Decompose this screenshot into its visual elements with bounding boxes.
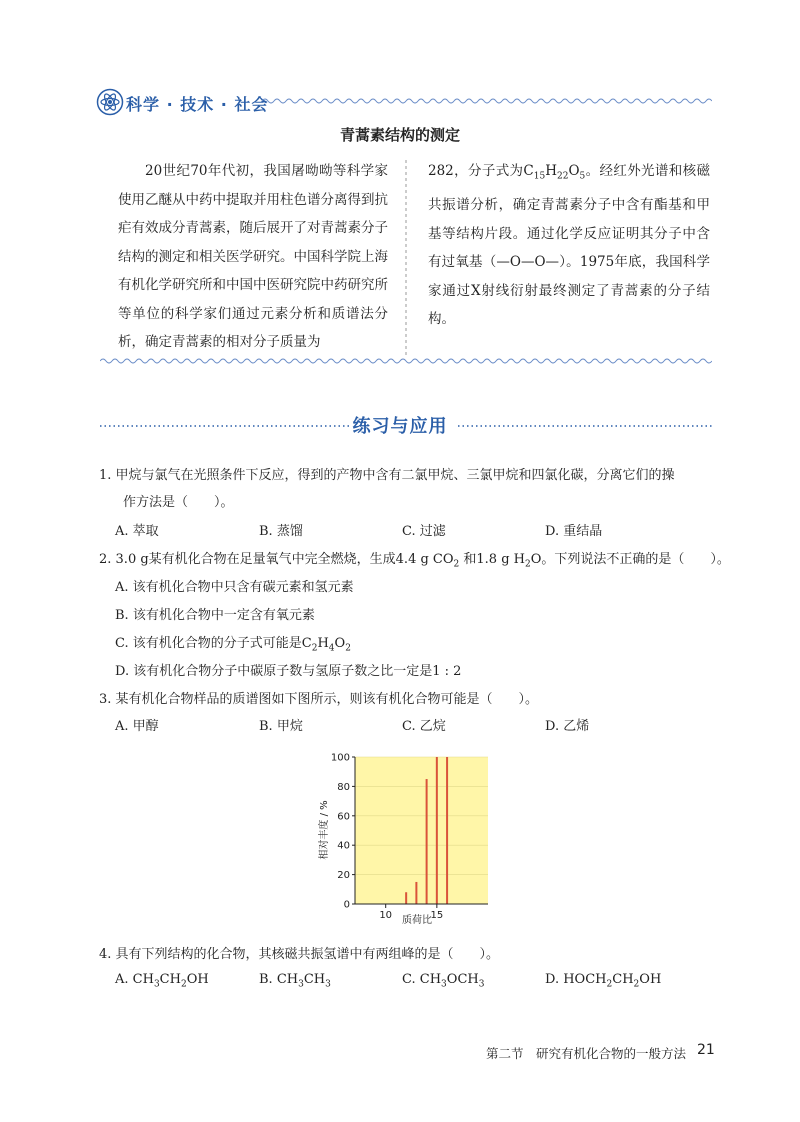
spectrum-peak-bar	[415, 882, 417, 904]
footer-section-label: 第二节 研究有机化合物的一般方法	[486, 1046, 687, 1061]
article-left-text: 20世纪70年代初，我国屠呦呦等科学家使用乙醚从中药中提取并用柱色谱分离得到抗疟有效成分青蒿素，随后展开了对青蒿素分子结构的测定和相关医学研究。中国科学院上海有机化学研究所和中国中医研究院中药研究所等单位的科学家们通过元素分析和质谱法分析，确定青蒿素的相对分子质量为	[118, 163, 388, 350]
exercise-section-title: 练习与应用	[352, 416, 448, 437]
question-1-option-a: A. 萃取	[115, 524, 159, 539]
question-1-option-d: D. 重结晶	[545, 524, 603, 539]
chart-y-label: 相对丰度 / %	[319, 800, 330, 860]
y-tick-label: 60	[337, 811, 350, 823]
column-divider	[405, 160, 407, 356]
spectrum-peak-bar	[426, 779, 428, 904]
chart-plot-area	[355, 757, 488, 904]
question-1-line-1: 1. 甲烷与氯气在光照条件下反应，得到的产物中含有二氯甲烷、三氯甲烷和四氯化碳，分离它们的操	[99, 468, 675, 483]
question-3-stem: 3. 某有机化合物样品的质谱图如下图所示，则该有机化合物可能是（ ）。	[99, 692, 539, 707]
question-2-option-c: C. 该有机化合物的分子式可能是$C_2H_4O_2$	[115, 636, 351, 654]
question-4-stem: 4. 具有下列结构的化合物，其核磁共振氢谱中有两组峰的是（ ）。	[99, 947, 500, 962]
y-tick-label: 100	[330, 752, 350, 764]
question-1-line-2: 作方法是（ ）。	[123, 495, 234, 510]
y-tick-label: 40	[337, 840, 350, 852]
spectrum-peak-bar	[405, 892, 407, 904]
chart-x-label: 质荷比	[402, 915, 432, 926]
section-header-label: 科学 · 技术 · 社会	[126, 95, 269, 114]
mass-spectrum-chart	[305, 745, 505, 935]
question-4-option-c: C. $CH_3OCH_3$	[402, 972, 485, 990]
x-tick-label: 10	[379, 910, 393, 921]
question-3-option-a: A. 甲醇	[115, 719, 159, 734]
x-tick-label: 15	[430, 910, 444, 921]
page-number: 21	[697, 1042, 715, 1058]
article-title: 青蒿素结构的测定	[339, 126, 460, 144]
header-wavy-divider	[262, 96, 712, 106]
box-wavy-divider	[100, 356, 712, 366]
question-1-option-c: C. 过滤	[402, 524, 446, 539]
question-2-option-b: B. 该有机化合物中一定含有氧元素	[115, 608, 315, 623]
question-2-option-d: D. 该有机化合物分子中碳原子数与氢原子数之比一定是1 : 2	[115, 664, 462, 679]
question-1-option-b: B. 蒸馏	[259, 524, 303, 539]
question-4-option-a: A. $CH_3CH_2OH$	[115, 972, 209, 990]
article-left-column	[118, 157, 388, 357]
question-3-option-c: C. 乙烷	[402, 719, 446, 734]
y-tick-label: 0	[343, 899, 350, 911]
exercise-right-dotted-rule	[458, 424, 712, 428]
question-4-option-b: B. $CH_3CH_3$	[259, 972, 331, 990]
spectrum-peak-bar	[436, 757, 438, 904]
question-3-option-b: B. 甲烷	[259, 719, 303, 734]
question-4-option-d: D. $HOCH_2CH_2OH$	[545, 972, 662, 990]
molecular-formula: $C_{15}H_{22}O_5$	[523, 163, 586, 182]
question-2-stem: 2. 3.0 g某有机化合物在足量氧气中完全燃烧，生成4.4 g $CO_2$ 和1.8 g $H_2O$。下列说法不正确的是（ ）。	[99, 552, 730, 570]
spectrum-peak-bar	[446, 757, 448, 904]
article-right-column	[428, 157, 710, 334]
y-tick-label: 20	[337, 870, 350, 882]
question-3-option-d: D. 乙烯	[545, 719, 590, 734]
question-2-option-a: A. 该有机化合物中只含有碳元素和氢元素	[115, 580, 354, 595]
y-tick-label: 80	[337, 781, 350, 793]
atom-logo-icon	[96, 88, 124, 116]
article-right-text: 282，分子式为$C_{15}H_{22}O_5$。经红外光谱和核磁共振谱分析，确定青蒿素分子中含有酯基和甲基等结构片段。通过化学反应证明其分子中含有过氧基（—O—O—）。1975年底，我国科学家通过X射线衍射最终测定了青蒿素的分子结构。	[428, 163, 710, 328]
